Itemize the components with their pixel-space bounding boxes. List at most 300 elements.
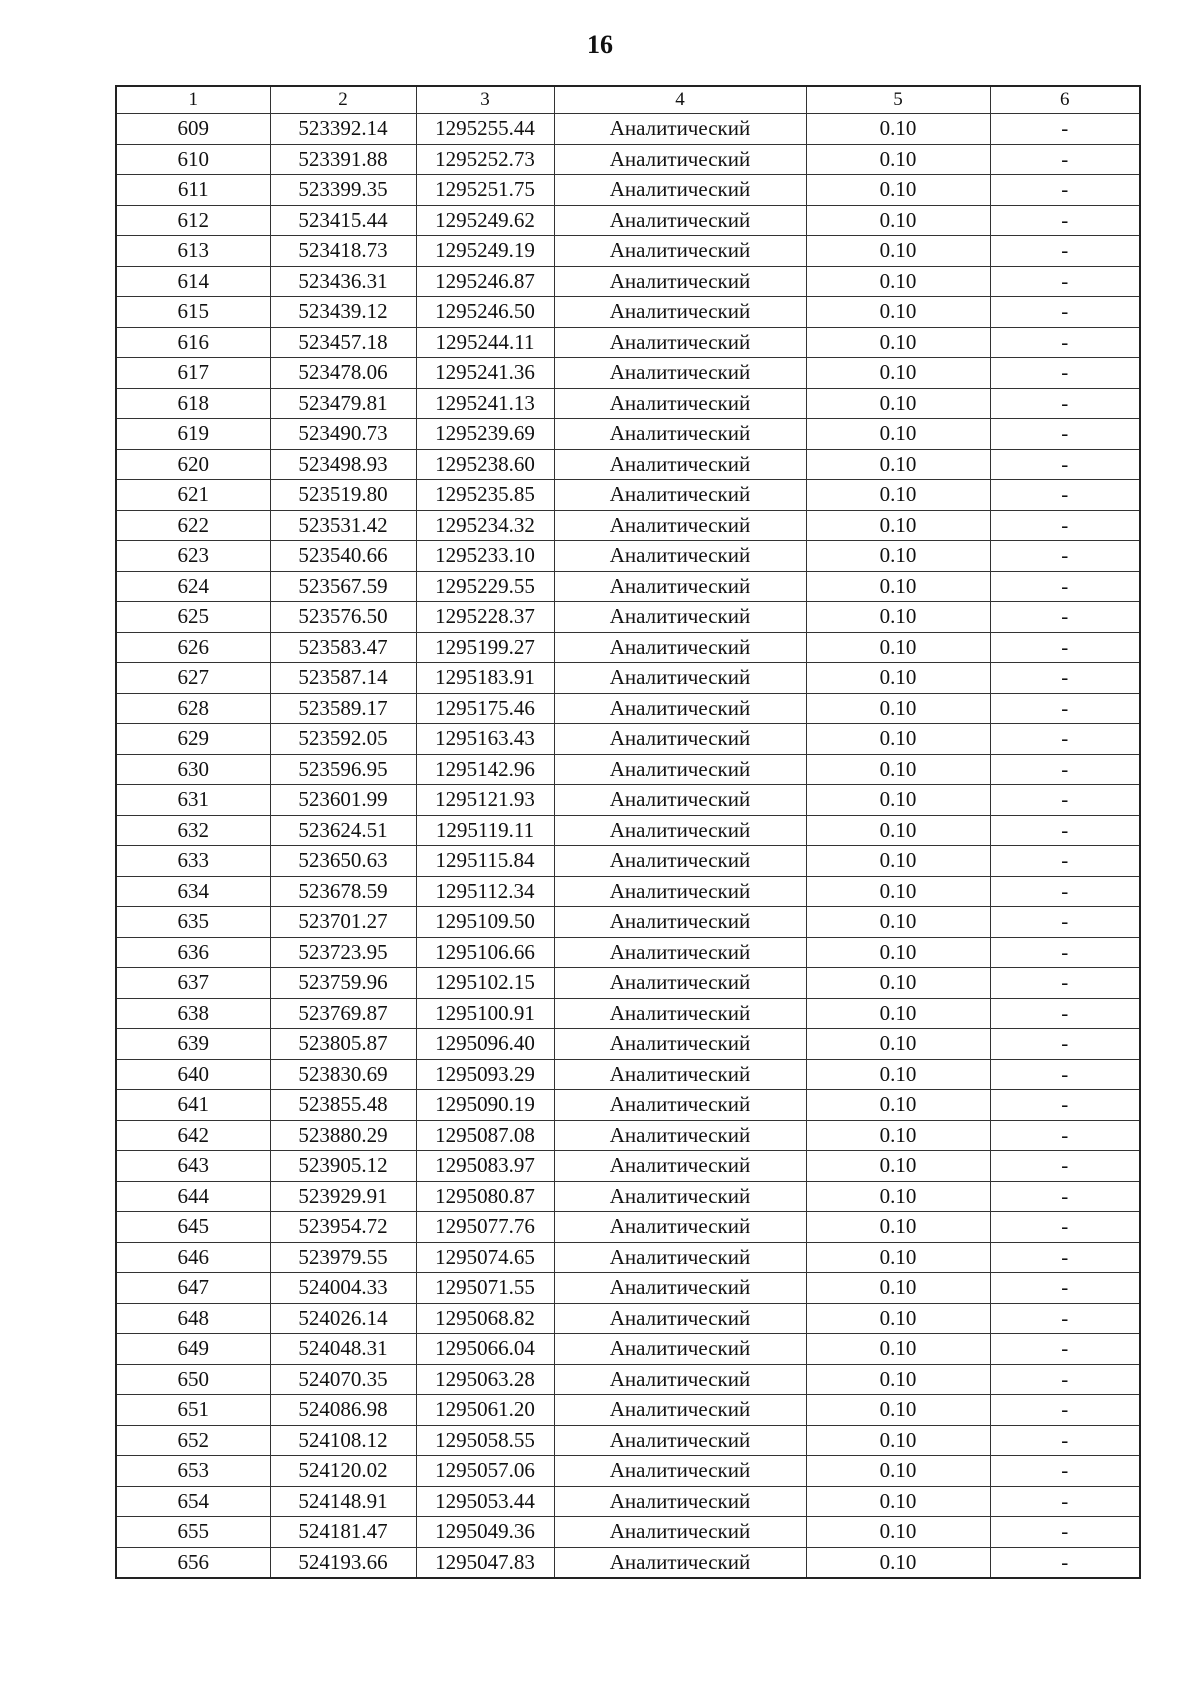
table-cell: 523723.95 bbox=[270, 937, 416, 968]
table-cell: Аналитический bbox=[554, 754, 806, 785]
table-cell: 1295087.08 bbox=[416, 1120, 554, 1151]
column-header: 5 bbox=[806, 86, 990, 114]
table-cell: 523576.50 bbox=[270, 602, 416, 633]
table-cell: 609 bbox=[116, 114, 270, 145]
table-row bbox=[116, 998, 1140, 1029]
table-row bbox=[116, 327, 1140, 358]
table-cell: Аналитический bbox=[554, 663, 806, 694]
table-cell: 523759.96 bbox=[270, 968, 416, 999]
table-cell: - bbox=[990, 327, 1140, 358]
table-cell: Аналитический bbox=[554, 1059, 806, 1090]
table-cell: Аналитический bbox=[554, 1456, 806, 1487]
table-cell: - bbox=[990, 1334, 1140, 1365]
table-cell: 0.10 bbox=[806, 693, 990, 724]
table-cell: - bbox=[990, 1547, 1140, 1578]
table-cell: Аналитический bbox=[554, 876, 806, 907]
table-row bbox=[116, 1395, 1140, 1426]
table-cell: 523567.59 bbox=[270, 571, 416, 602]
table-cell: - bbox=[990, 175, 1140, 206]
table-cell: Аналитический bbox=[554, 175, 806, 206]
table-cell: 641 bbox=[116, 1090, 270, 1121]
table-row bbox=[116, 541, 1140, 572]
table-cell: 1295246.50 bbox=[416, 297, 554, 328]
table-cell: 1295090.19 bbox=[416, 1090, 554, 1121]
table-row bbox=[116, 419, 1140, 450]
table-cell: - bbox=[990, 297, 1140, 328]
table-cell: 0.10 bbox=[806, 1486, 990, 1517]
table-cell: - bbox=[990, 510, 1140, 541]
table-cell: Аналитический bbox=[554, 571, 806, 602]
table-cell: 1295077.76 bbox=[416, 1212, 554, 1243]
table-cell: Аналитический bbox=[554, 358, 806, 389]
table-cell: 649 bbox=[116, 1334, 270, 1365]
table-cell: - bbox=[990, 266, 1140, 297]
table-cell: 635 bbox=[116, 907, 270, 938]
table-cell: 524120.02 bbox=[270, 1456, 416, 1487]
table-cell: 1295244.11 bbox=[416, 327, 554, 358]
table-cell: 523490.73 bbox=[270, 419, 416, 450]
table-cell: 0.10 bbox=[806, 1181, 990, 1212]
table-cell: 0.10 bbox=[806, 724, 990, 755]
table-cell: Аналитический bbox=[554, 1120, 806, 1151]
table-cell: 1295057.06 bbox=[416, 1456, 554, 1487]
table-row bbox=[116, 1517, 1140, 1548]
table-row bbox=[116, 937, 1140, 968]
table-cell: 523601.99 bbox=[270, 785, 416, 816]
table-cell: 1295063.28 bbox=[416, 1364, 554, 1395]
table-cell: 0.10 bbox=[806, 937, 990, 968]
table-row bbox=[116, 1059, 1140, 1090]
table-cell: 523587.14 bbox=[270, 663, 416, 694]
table-cell: Аналитический bbox=[554, 480, 806, 511]
table-row bbox=[116, 1181, 1140, 1212]
table-cell: 523519.80 bbox=[270, 480, 416, 511]
table-cell: 523979.55 bbox=[270, 1242, 416, 1273]
table-cell: - bbox=[990, 785, 1140, 816]
page-number: 16 bbox=[587, 30, 613, 59]
table-row bbox=[116, 876, 1140, 907]
table-cell: 524193.66 bbox=[270, 1547, 416, 1578]
table-cell: 638 bbox=[116, 998, 270, 1029]
table-cell: 636 bbox=[116, 937, 270, 968]
table-cell: - bbox=[990, 358, 1140, 389]
table-cell: 1295246.87 bbox=[416, 266, 554, 297]
table-row bbox=[116, 1273, 1140, 1304]
table-cell: 0.10 bbox=[806, 1151, 990, 1182]
table-cell: 625 bbox=[116, 602, 270, 633]
table-cell: 0.10 bbox=[806, 541, 990, 572]
column-header: 4 bbox=[554, 86, 806, 114]
table-cell: 653 bbox=[116, 1456, 270, 1487]
table-cell: - bbox=[990, 1151, 1140, 1182]
table-cell: - bbox=[990, 1364, 1140, 1395]
table-cell: - bbox=[990, 907, 1140, 938]
table-row bbox=[116, 1425, 1140, 1456]
table-cell: 1295234.32 bbox=[416, 510, 554, 541]
table-cell: 523498.93 bbox=[270, 449, 416, 480]
table-cell: 645 bbox=[116, 1212, 270, 1243]
table-cell: - bbox=[990, 541, 1140, 572]
table-cell: - bbox=[990, 815, 1140, 846]
table-row bbox=[116, 1456, 1140, 1487]
table-cell: 523596.95 bbox=[270, 754, 416, 785]
table-cell: 630 bbox=[116, 754, 270, 785]
table-cell: - bbox=[990, 114, 1140, 145]
table-row bbox=[116, 968, 1140, 999]
table-row bbox=[116, 358, 1140, 389]
table-row bbox=[116, 663, 1140, 694]
table-cell: 1295252.73 bbox=[416, 144, 554, 175]
table-cell: 0.10 bbox=[806, 327, 990, 358]
table-cell: 617 bbox=[116, 358, 270, 389]
table-cell: 0.10 bbox=[806, 358, 990, 389]
table-cell: 0.10 bbox=[806, 1242, 990, 1273]
table-cell: 643 bbox=[116, 1151, 270, 1182]
table-cell: Аналитический bbox=[554, 1334, 806, 1365]
table-cell: 0.10 bbox=[806, 480, 990, 511]
table-cell: 523457.18 bbox=[270, 327, 416, 358]
table-cell: 1295047.83 bbox=[416, 1547, 554, 1578]
table-row bbox=[116, 175, 1140, 206]
table-cell: 614 bbox=[116, 266, 270, 297]
table-cell: Аналитический bbox=[554, 1303, 806, 1334]
table-cell: Аналитический bbox=[554, 236, 806, 267]
table-cell: 0.10 bbox=[806, 663, 990, 694]
table-cell: 523769.87 bbox=[270, 998, 416, 1029]
table-row bbox=[116, 114, 1140, 145]
table-cell: 0.10 bbox=[806, 1273, 990, 1304]
table-cell: 1295249.19 bbox=[416, 236, 554, 267]
table-cell: 523624.51 bbox=[270, 815, 416, 846]
table-cell: 523479.81 bbox=[270, 388, 416, 419]
table-cell: 523439.12 bbox=[270, 297, 416, 328]
table-cell: 647 bbox=[116, 1273, 270, 1304]
table-cell: Аналитический bbox=[554, 388, 806, 419]
table-cell: 1295112.34 bbox=[416, 876, 554, 907]
table-cell: - bbox=[990, 1029, 1140, 1060]
table-cell: Аналитический bbox=[554, 1547, 806, 1578]
table-cell: - bbox=[990, 754, 1140, 785]
table-cell: Аналитический bbox=[554, 907, 806, 938]
table-cell: 1295163.43 bbox=[416, 724, 554, 755]
table-cell: 523415.44 bbox=[270, 205, 416, 236]
table-cell: 1295058.55 bbox=[416, 1425, 554, 1456]
table-cell: Аналитический bbox=[554, 1212, 806, 1243]
table-cell: 639 bbox=[116, 1029, 270, 1060]
table-cell: 0.10 bbox=[806, 754, 990, 785]
table-cell: 1295121.93 bbox=[416, 785, 554, 816]
table-cell: 640 bbox=[116, 1059, 270, 1090]
table-cell: Аналитический bbox=[554, 144, 806, 175]
table-cell: 523592.05 bbox=[270, 724, 416, 755]
table-cell: 0.10 bbox=[806, 876, 990, 907]
table-cell: 523954.72 bbox=[270, 1212, 416, 1243]
table-cell: 1295053.44 bbox=[416, 1486, 554, 1517]
table-cell: 0.10 bbox=[806, 510, 990, 541]
table-row bbox=[116, 1120, 1140, 1151]
table-cell: 642 bbox=[116, 1120, 270, 1151]
table-cell: 523855.48 bbox=[270, 1090, 416, 1121]
table-cell: Аналитический bbox=[554, 266, 806, 297]
table-cell: Аналитический bbox=[554, 602, 806, 633]
table-row bbox=[116, 1151, 1140, 1182]
table-cell: - bbox=[990, 846, 1140, 877]
table-cell: - bbox=[990, 998, 1140, 1029]
table-cell: 0.10 bbox=[806, 602, 990, 633]
table-cell: - bbox=[990, 1181, 1140, 1212]
table-cell: - bbox=[990, 1395, 1140, 1426]
table-cell: 632 bbox=[116, 815, 270, 846]
table-row bbox=[116, 907, 1140, 938]
table-row bbox=[116, 602, 1140, 633]
table-cell: Аналитический bbox=[554, 998, 806, 1029]
table-cell: Аналитический bbox=[554, 815, 806, 846]
table-cell: 1295109.50 bbox=[416, 907, 554, 938]
table-cell: 524108.12 bbox=[270, 1425, 416, 1456]
table-cell: 1295061.20 bbox=[416, 1395, 554, 1426]
table-cell: 0.10 bbox=[806, 419, 990, 450]
table-cell: 619 bbox=[116, 419, 270, 450]
table-cell: 0.10 bbox=[806, 266, 990, 297]
table-row bbox=[116, 1029, 1140, 1060]
table-cell: 637 bbox=[116, 968, 270, 999]
table-cell: - bbox=[990, 1120, 1140, 1151]
table-row bbox=[116, 480, 1140, 511]
table-cell: 1295119.11 bbox=[416, 815, 554, 846]
table-cell: 523478.06 bbox=[270, 358, 416, 389]
table-cell: 612 bbox=[116, 205, 270, 236]
table-cell: - bbox=[990, 693, 1140, 724]
table-row bbox=[116, 724, 1140, 755]
table-cell: Аналитический bbox=[554, 541, 806, 572]
column-header: 3 bbox=[416, 86, 554, 114]
table-cell: - bbox=[990, 632, 1140, 663]
table-cell: - bbox=[990, 1090, 1140, 1121]
table-cell: - bbox=[990, 1212, 1140, 1243]
table-cell: 523589.17 bbox=[270, 693, 416, 724]
table-header-row bbox=[116, 86, 1140, 114]
table-cell: 1295066.04 bbox=[416, 1334, 554, 1365]
table-cell: - bbox=[990, 1425, 1140, 1456]
table-cell: 0.10 bbox=[806, 236, 990, 267]
table-cell: 524070.35 bbox=[270, 1364, 416, 1395]
table-row bbox=[116, 632, 1140, 663]
table-cell: Аналитический bbox=[554, 1395, 806, 1426]
table-cell: 1295233.10 bbox=[416, 541, 554, 572]
table-cell: Аналитический bbox=[554, 327, 806, 358]
table-cell: 1295083.97 bbox=[416, 1151, 554, 1182]
table-row bbox=[116, 144, 1140, 175]
table-cell: 1295100.91 bbox=[416, 998, 554, 1029]
table-cell: 523531.42 bbox=[270, 510, 416, 541]
table-row bbox=[116, 785, 1140, 816]
table-cell: 1295238.60 bbox=[416, 449, 554, 480]
table-cell: 0.10 bbox=[806, 998, 990, 1029]
table-cell: 618 bbox=[116, 388, 270, 419]
table-cell: 0.10 bbox=[806, 1395, 990, 1426]
table-cell: 0.10 bbox=[806, 846, 990, 877]
table-cell: 0.10 bbox=[806, 1517, 990, 1548]
table-cell: Аналитический bbox=[554, 297, 806, 328]
coordinates-table bbox=[115, 85, 1141, 1579]
table-cell: 1295249.62 bbox=[416, 205, 554, 236]
table-cell: 524004.33 bbox=[270, 1273, 416, 1304]
table-cell: 1295093.29 bbox=[416, 1059, 554, 1090]
table-cell: Аналитический bbox=[554, 785, 806, 816]
table-row bbox=[116, 449, 1140, 480]
table-cell: Аналитический bbox=[554, 1090, 806, 1121]
table-cell: Аналитический bbox=[554, 693, 806, 724]
table-cell: Аналитический bbox=[554, 632, 806, 663]
table-cell: 1295096.40 bbox=[416, 1029, 554, 1060]
table-cell: - bbox=[990, 602, 1140, 633]
table-cell: 654 bbox=[116, 1486, 270, 1517]
table-cell: 523905.12 bbox=[270, 1151, 416, 1182]
table-row bbox=[116, 1547, 1140, 1578]
table-cell: 1295074.65 bbox=[416, 1242, 554, 1273]
table-cell: 1295241.36 bbox=[416, 358, 554, 389]
table-cell: 1295228.37 bbox=[416, 602, 554, 633]
table-cell: Аналитический bbox=[554, 205, 806, 236]
table-row bbox=[116, 388, 1140, 419]
table-cell: 613 bbox=[116, 236, 270, 267]
table-cell: 523392.14 bbox=[270, 114, 416, 145]
table-cell: - bbox=[990, 724, 1140, 755]
table-cell: - bbox=[990, 968, 1140, 999]
table-cell: 626 bbox=[116, 632, 270, 663]
table-row bbox=[116, 571, 1140, 602]
table-cell: 1295251.75 bbox=[416, 175, 554, 206]
table-cell: 623 bbox=[116, 541, 270, 572]
table-cell: 1295239.69 bbox=[416, 419, 554, 450]
table-row bbox=[116, 693, 1140, 724]
table-cell: - bbox=[990, 236, 1140, 267]
table-cell: 1295175.46 bbox=[416, 693, 554, 724]
table-cell: 1295199.27 bbox=[416, 632, 554, 663]
table-cell: 644 bbox=[116, 1181, 270, 1212]
table-cell: 648 bbox=[116, 1303, 270, 1334]
table-cell: - bbox=[990, 937, 1140, 968]
table-cell: 620 bbox=[116, 449, 270, 480]
table-cell: 1295115.84 bbox=[416, 846, 554, 877]
table-cell: - bbox=[990, 1059, 1140, 1090]
table-cell: 0.10 bbox=[806, 1090, 990, 1121]
table-cell: - bbox=[990, 663, 1140, 694]
table-cell: - bbox=[990, 419, 1140, 450]
table-cell: 629 bbox=[116, 724, 270, 755]
table-cell: 523701.27 bbox=[270, 907, 416, 938]
table-cell: 646 bbox=[116, 1242, 270, 1273]
table-cell: 1295080.87 bbox=[416, 1181, 554, 1212]
table-cell: Аналитический bbox=[554, 1425, 806, 1456]
table-cell: - bbox=[990, 480, 1140, 511]
table-cell: 652 bbox=[116, 1425, 270, 1456]
table-cell: 0.10 bbox=[806, 632, 990, 663]
table-cell: Аналитический bbox=[554, 1181, 806, 1212]
table-cell: 0.10 bbox=[806, 1334, 990, 1365]
table-row bbox=[116, 1090, 1140, 1121]
table-cell: Аналитический bbox=[554, 1517, 806, 1548]
table-cell: Аналитический bbox=[554, 114, 806, 145]
table-cell: 624 bbox=[116, 571, 270, 602]
table-cell: 0.10 bbox=[806, 1303, 990, 1334]
column-header: 1 bbox=[116, 86, 270, 114]
table-cell: 634 bbox=[116, 876, 270, 907]
table-cell: Аналитический bbox=[554, 1364, 806, 1395]
table-cell: 524048.31 bbox=[270, 1334, 416, 1365]
table-cell: 621 bbox=[116, 480, 270, 511]
table-cell: - bbox=[990, 1303, 1140, 1334]
table-cell: 523436.31 bbox=[270, 266, 416, 297]
table-cell: 0.10 bbox=[806, 1059, 990, 1090]
table-cell: 0.10 bbox=[806, 968, 990, 999]
table-row bbox=[116, 1303, 1140, 1334]
table-cell: 0.10 bbox=[806, 1029, 990, 1060]
table-row bbox=[116, 754, 1140, 785]
table-cell: 0.10 bbox=[806, 388, 990, 419]
table-row bbox=[116, 510, 1140, 541]
table-cell: 523540.66 bbox=[270, 541, 416, 572]
table-cell: Аналитический bbox=[554, 510, 806, 541]
table-cell: 0.10 bbox=[806, 815, 990, 846]
table-cell: 0.10 bbox=[806, 907, 990, 938]
table-row bbox=[116, 846, 1140, 877]
table-cell: 616 bbox=[116, 327, 270, 358]
table-cell: 523583.47 bbox=[270, 632, 416, 663]
table-cell: 1295241.13 bbox=[416, 388, 554, 419]
table-row bbox=[116, 1486, 1140, 1517]
table-cell: - bbox=[990, 1517, 1140, 1548]
table-row bbox=[116, 815, 1140, 846]
table-cell: Аналитический bbox=[554, 937, 806, 968]
table-cell: - bbox=[990, 1242, 1140, 1273]
table-cell: - bbox=[990, 449, 1140, 480]
table-cell: - bbox=[990, 1486, 1140, 1517]
table-cell: 0.10 bbox=[806, 175, 990, 206]
table-cell: Аналитический bbox=[554, 1242, 806, 1273]
table-cell: 523418.73 bbox=[270, 236, 416, 267]
table-row bbox=[116, 1334, 1140, 1365]
table-cell: 631 bbox=[116, 785, 270, 816]
table-row bbox=[116, 266, 1140, 297]
table-cell: 1295229.55 bbox=[416, 571, 554, 602]
table-cell: - bbox=[990, 205, 1140, 236]
table-row bbox=[116, 1212, 1140, 1243]
table-row bbox=[116, 205, 1140, 236]
table-cell: 1295068.82 bbox=[416, 1303, 554, 1334]
table-cell: Аналитический bbox=[554, 724, 806, 755]
table-cell: 523929.91 bbox=[270, 1181, 416, 1212]
table-row bbox=[116, 236, 1140, 267]
table-cell: 1295071.55 bbox=[416, 1273, 554, 1304]
table-cell: 0.10 bbox=[806, 114, 990, 145]
table-row bbox=[116, 1364, 1140, 1395]
table-cell: 656 bbox=[116, 1547, 270, 1578]
table-cell: 523650.63 bbox=[270, 846, 416, 877]
table-cell: Аналитический bbox=[554, 968, 806, 999]
table-cell: Аналитический bbox=[554, 1273, 806, 1304]
table-cell: 610 bbox=[116, 144, 270, 175]
table-cell: 523830.69 bbox=[270, 1059, 416, 1090]
table-cell: 523391.88 bbox=[270, 144, 416, 175]
table-cell: Аналитический bbox=[554, 1029, 806, 1060]
table-cell: 650 bbox=[116, 1364, 270, 1395]
table-cell: 523678.59 bbox=[270, 876, 416, 907]
table-cell: - bbox=[990, 388, 1140, 419]
table-cell: 0.10 bbox=[806, 449, 990, 480]
table-cell: 0.10 bbox=[806, 144, 990, 175]
table-cell: 651 bbox=[116, 1395, 270, 1426]
